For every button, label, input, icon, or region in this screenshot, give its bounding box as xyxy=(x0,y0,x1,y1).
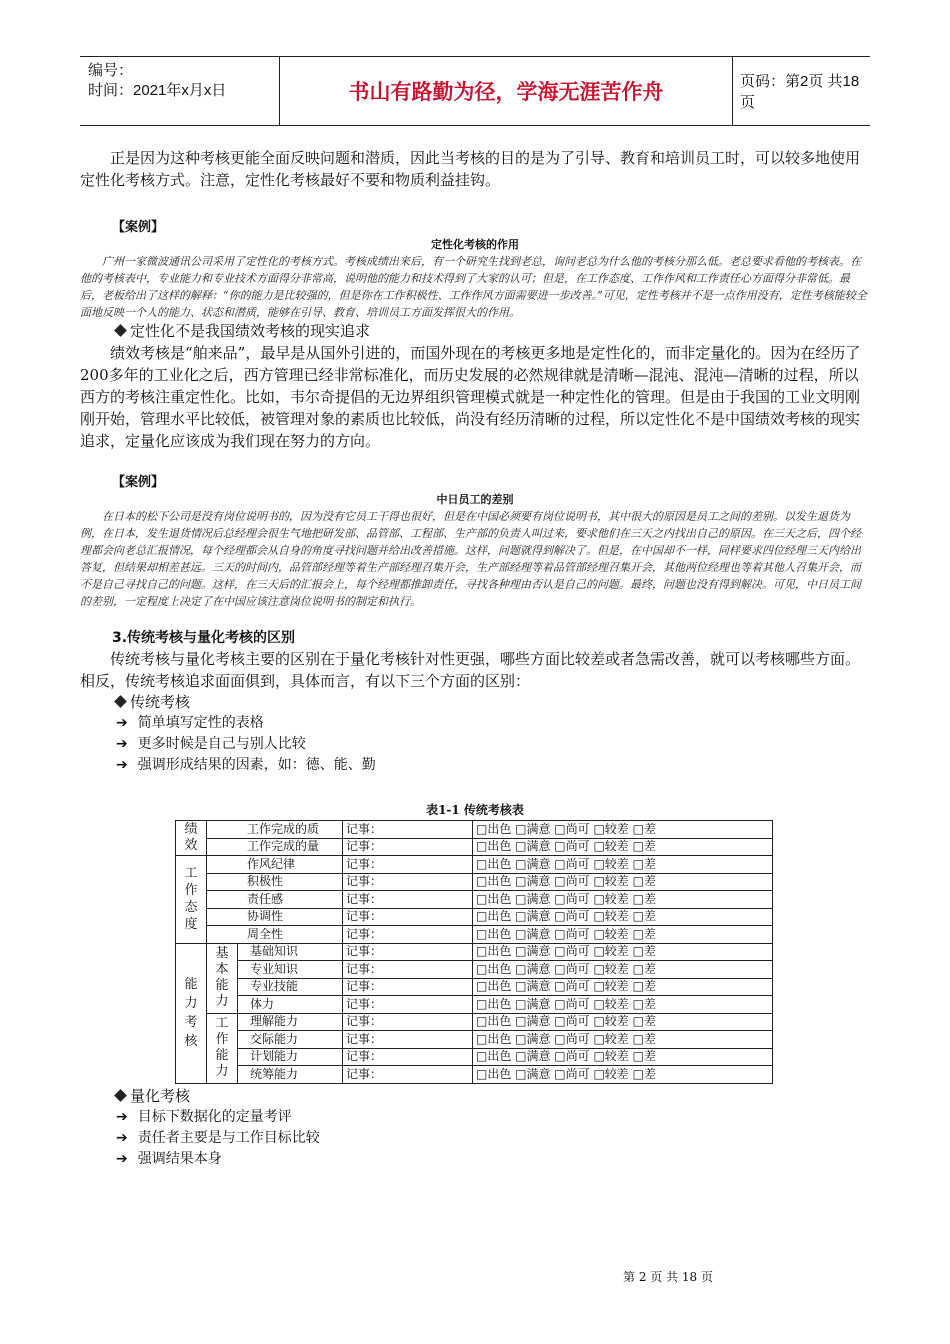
arrow-right-icon: ➔ xyxy=(116,736,128,752)
time-label: 时间：2021年x月x日 xyxy=(88,82,227,99)
table-row xyxy=(176,1066,773,1084)
item-label: 工作完成的量 xyxy=(207,838,343,856)
arrow-right-icon: ➔ xyxy=(116,1129,128,1146)
case1-body: 广州一家微波通讯公司采用了定性化的考核方式。考核成绩出来后，有一个研究生找到老总，询问老总为什么他的考核分那么低。老总要求看他的考核表。在他的考核表中，专业能力和专业技术方面得分非常高，说明他的能力和技术得到了大家的认可；但是，在工作态度、工作作风和工作责任心方面得分非常低。最后，老板给出了这样的解释：“你的能力是比较强的，但是你在工作积极性、工作作风方面需要进一步改善。”可见，定性考核并不是一点作用没有，定性考核能较全面地反映一个人的能力、状态和潜质，能够在引导、教育、培训员工方面发挥很大的作用。 xyxy=(80,255,867,319)
note-label: 记事： xyxy=(343,961,473,979)
case2-body: 在日本的松下公司是没有岗位说明书的，因为没有它员工干得也很好，但是在中国必须要有岗位说明书，其中很大的原因是员工之间的差别。以发生退货为例，在日本，发生退货情况后总经理会很生气地把研发部、品管部、工程部、生产部的负责人叫过来，要求他们在三天之内找出自己的原因。在三天之后，四个经理都会向老总汇报情况，每个经理都会从自身的角度寻找问题并给出改善措施。这样，问题就得到解决了。但是，在中国却不一样，同样要求四位经理三天内给出答复，但结果却相差甚远。三天的时间内，品管部经理等着生产部经理召集开会，生产部经理等着品管部经理召集开会，其他两位经理也等着其他人召集开会，而不是自己寻找自己的问题。这样，在三天后的汇报会上，每个经理都推卸责任，寻找各种理由否认是自己的问题。最终，问题也没有得到解决。可见，中日员工间的差别，一定程度上决定了在中国应该注意岗位说明书的制定和执行。 xyxy=(80,510,861,608)
rating-options[interactable]: □出色 □满意 □尚可 □较差 □差 xyxy=(473,908,773,926)
note-label: 记事： xyxy=(343,978,473,996)
table-row xyxy=(176,908,773,926)
rating-options[interactable]: □出色 □满意 □尚可 □较差 □差 xyxy=(473,873,773,891)
case1-title: 定性化考核的作用 xyxy=(431,238,519,251)
note-label: 记事： xyxy=(343,1013,473,1031)
case2-label: 【案例】 xyxy=(112,475,165,490)
table-row xyxy=(176,926,773,944)
table-row xyxy=(176,1048,773,1066)
number-label: 编号： xyxy=(88,62,134,79)
table-row xyxy=(176,821,773,839)
rating-options[interactable]: □出色 □满意 □尚可 □较差 □差 xyxy=(473,821,773,839)
rating-options[interactable]: □出色 □满意 □尚可 □较差 □差 xyxy=(473,1013,773,1031)
table-row xyxy=(176,996,773,1014)
header-meta xyxy=(88,61,273,101)
arrow-right-icon: ➔ xyxy=(116,1108,128,1125)
note-label: 记事： xyxy=(343,996,473,1014)
table-row xyxy=(176,943,773,961)
note-label: 记事： xyxy=(343,908,473,926)
item-label: 体力 xyxy=(238,996,343,1014)
list-item: ➔ 简单填写定性的表格 xyxy=(116,715,264,731)
item-label: 理解能力 xyxy=(238,1013,343,1031)
note-label: 记事： xyxy=(343,1031,473,1049)
table-row xyxy=(176,873,773,891)
case1-label: 【案例】 xyxy=(112,220,165,235)
item-label: 计划能力 xyxy=(238,1048,343,1066)
table-row xyxy=(176,961,773,979)
bullet-text: 量化考核 xyxy=(130,1086,191,1105)
table-row xyxy=(176,856,773,874)
note-label: 记事： xyxy=(343,926,473,944)
item-label: 专业知识 xyxy=(238,961,343,979)
table-caption: 表1-1 传统考核表 xyxy=(426,803,524,817)
item-label: 交际能力 xyxy=(238,1031,343,1049)
section3-paragraph: 传统考核与量化考核主要的区别在于量化考核针对性更强，哪些方面比较差或者急需改善，就可以考核哪些方面。相反，传统考核追求面面俱到，具体而言，有以下三个方面的区别： xyxy=(80,650,861,690)
document-body xyxy=(80,145,870,1170)
item-label: 统筹能力 xyxy=(238,1066,343,1084)
note-label: 记事： xyxy=(343,873,473,891)
table-row xyxy=(176,891,773,909)
item-label: 周全性 xyxy=(207,926,343,944)
rating-options[interactable]: □出色 □满意 □尚可 □较差 □差 xyxy=(473,926,773,944)
table-row xyxy=(176,1013,773,1031)
note-label: 记事： xyxy=(343,856,473,874)
note-label: 记事： xyxy=(343,1048,473,1066)
group-performance: 绩效 xyxy=(176,821,207,856)
bullet-text: 传统考核 xyxy=(130,693,191,711)
header-motto: 书山有路勤为径，学海无涯苦作舟 xyxy=(279,57,733,125)
item-label: 协调性 xyxy=(207,908,343,926)
page-header xyxy=(80,56,870,126)
bullet-traditional xyxy=(80,692,870,713)
list-item: ➔ 责任者主要是与工作目标比较 xyxy=(116,1129,320,1146)
item-label: 专业技能 xyxy=(238,978,343,996)
list-item: ➔ 强调形成结果的因素，如：德、能、勤 xyxy=(116,757,376,773)
traditional-assessment-table xyxy=(175,820,773,1084)
item-label: 基础知识 xyxy=(238,943,343,961)
list-item: ➔ 目标下数据化的定量考评 xyxy=(116,1108,292,1125)
rating-options[interactable]: □出色 □满意 □尚可 □较差 □差 xyxy=(473,978,773,996)
case2-title: 中日员工的差别 xyxy=(436,493,514,506)
rating-options[interactable]: □出色 □满意 □尚可 □较差 □差 xyxy=(473,1048,773,1066)
table-row xyxy=(176,1031,773,1049)
note-label: 记事： xyxy=(343,838,473,856)
item-label: 作风纪律 xyxy=(207,856,343,874)
arrow-right-icon: ➔ xyxy=(116,757,128,773)
header-page-info: 页码：第2页 共18页 xyxy=(740,73,860,111)
rating-options[interactable]: □出色 □满意 □尚可 □较差 □差 xyxy=(473,891,773,909)
note-label: 记事： xyxy=(343,1066,473,1084)
rating-options[interactable]: □出色 □满意 □尚可 □较差 □差 xyxy=(473,961,773,979)
intro-paragraph: 正是因为这种考核更能全面反映问题和潜质，因此当考核的目的是为了引导、教育和培训员工时，可以较多地使用定性化考核方式。注意，定性化考核最好不要和物质利益挂钩。 xyxy=(80,149,861,189)
rating-options[interactable]: □出色 □满意 □尚可 □较差 □差 xyxy=(473,996,773,1014)
arrow-right-icon: ➔ xyxy=(116,715,128,731)
note-label: 记事： xyxy=(343,943,473,961)
note-label: 记事： xyxy=(343,821,473,839)
item-label: 积极性 xyxy=(207,873,343,891)
bullet-text: 定性化不是我国绩效考核的现实追求 xyxy=(130,322,371,340)
list-item: ➔ 更多时候是自己与别人比较 xyxy=(116,736,306,752)
group-work: 工作能力 xyxy=(207,1013,238,1083)
table-row xyxy=(176,978,773,996)
group-basic: 基本能力 xyxy=(207,943,238,1013)
rating-options[interactable]: □出色 □满意 □尚可 □较差 □差 xyxy=(473,838,773,856)
bullet-qualitative xyxy=(80,321,870,342)
rating-options[interactable]: □出色 □满意 □尚可 □较差 □差 xyxy=(473,1066,773,1084)
group-attitude: 工作态度 xyxy=(176,856,207,944)
paragraph-2: 绩效考核是“舶来品”，最早是从国外引进的，而国外现在的考核更多地是定性化的，而非定量化的。因为在经历了200多年的工业化之后，西方管理已经非常标准化，而历史发展的必然规律就是清晰—混沌、混沌—清晰的过程，所以西方的考核注重定性化。比如，韦尔奇提倡的无边界组织管理模式就是一种定性化的管理。但是由于我国的工业文明刚刚开始，管理水平比较低，被管理对象的素质也比较低，尚没有经历清晰的过程，所以定性化不是中国绩效考核的现实追求，定量化应该成为我们现在努力的方向。 xyxy=(80,344,861,450)
rating-options[interactable]: □出色 □满意 □尚可 □较差 □差 xyxy=(473,1031,773,1049)
table-row xyxy=(176,838,773,856)
item-label: 责任感 xyxy=(207,891,343,909)
arrow-right-icon: ➔ xyxy=(116,1150,128,1167)
list-item: ➔ 强调结果本身 xyxy=(116,1150,222,1167)
bullet-quantified xyxy=(80,1086,870,1107)
page-footer: 第 2 页 共 18 页 xyxy=(623,1270,713,1284)
rating-options[interactable]: □出色 □满意 □尚可 □较差 □差 xyxy=(473,856,773,874)
section3-title: 3.传统考核与量化考核的区别 xyxy=(112,630,296,646)
group-ability: 能力考核 xyxy=(176,943,207,1083)
note-label: 记事： xyxy=(343,891,473,909)
rating-options[interactable]: □出色 □满意 □尚可 □较差 □差 xyxy=(473,943,773,961)
item-label: 工作完成的质 xyxy=(207,821,343,839)
